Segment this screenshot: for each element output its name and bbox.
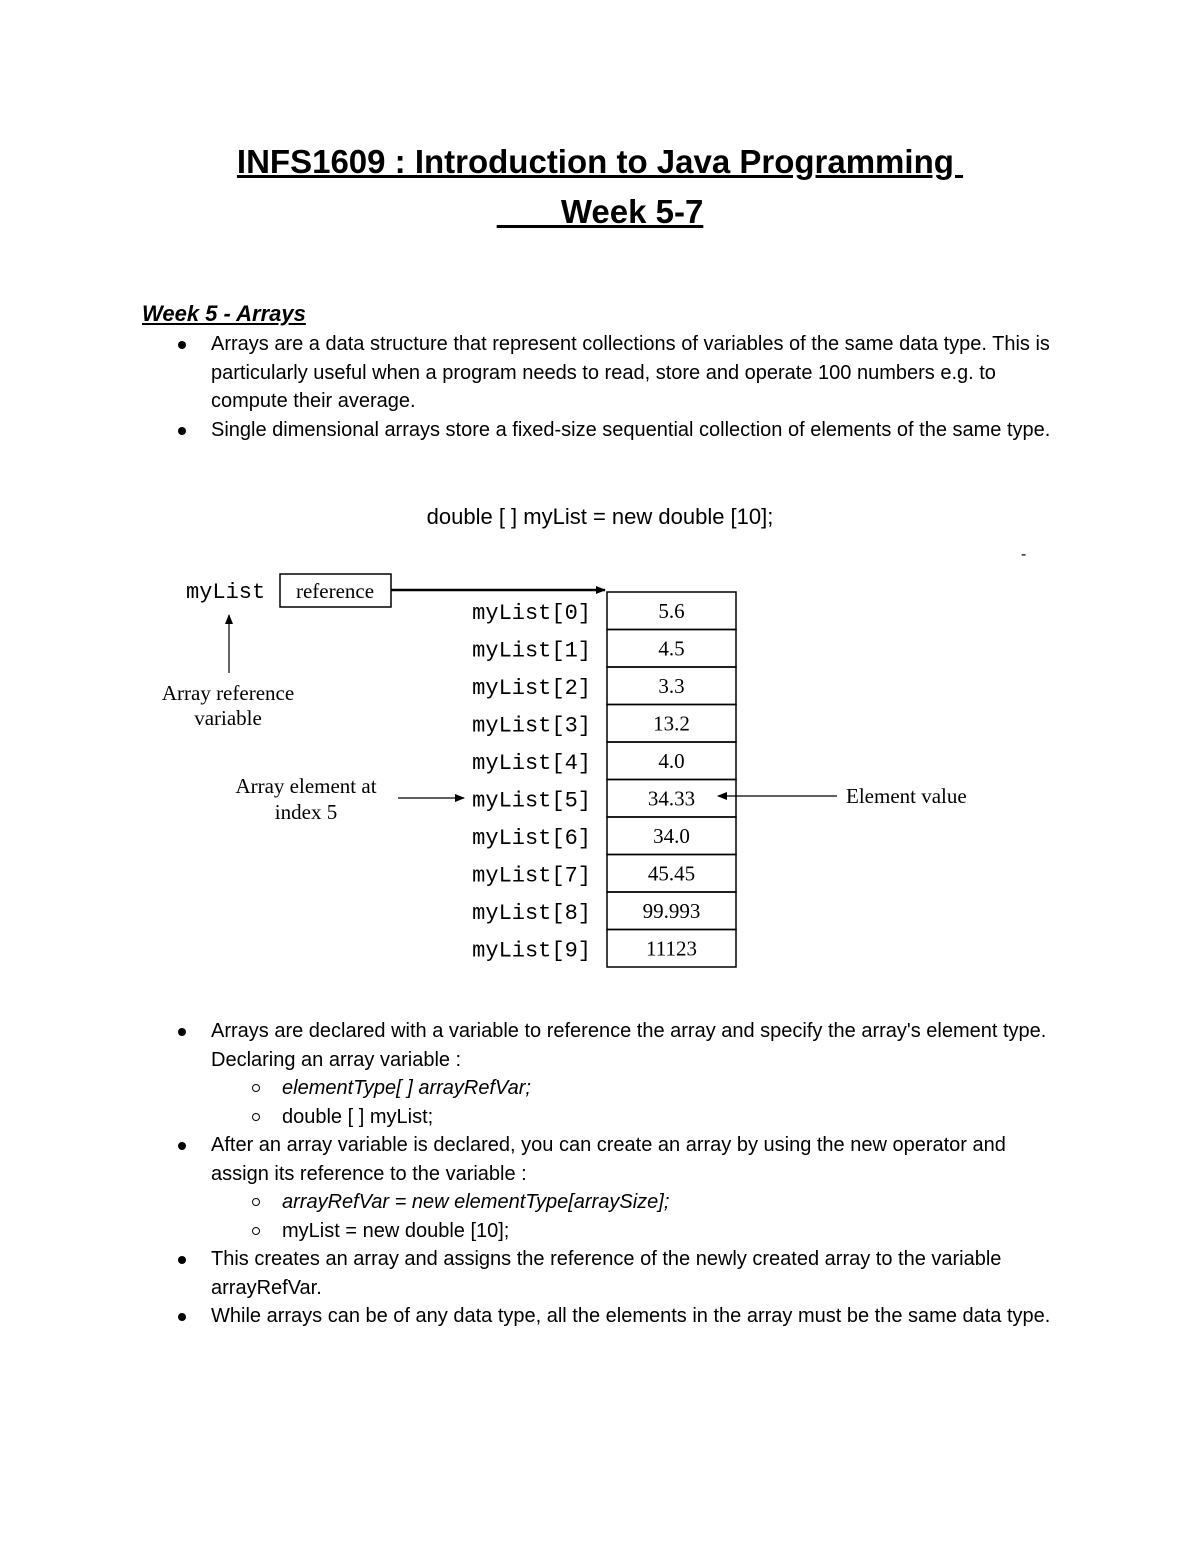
element-index-label: myList[2] [472,676,591,701]
bullet-text: After an array variable is declared, you can create an array by using the new operator and assign its reference to the variable : [211,1134,1006,1185]
element-value: 45.45 [647,861,696,886]
index-caption-line2: index 5 [274,800,338,824]
bullet-item: This creates an array and assigns the reference of the newly created array to the variable arrayRefVar. [211,1245,1056,1302]
element-value: 11123 [646,936,697,961]
index-caption-line1: Array element at [235,774,377,798]
element-index-label: myList[0] [472,601,591,626]
sub-bullet-item: myList = new double [10]; [282,1217,1056,1246]
sub-bullet-list [211,1074,1056,1131]
intro-bullet-list [211,330,1056,444]
element-value: 99.993 [642,899,701,923]
bullet-item [211,1017,1056,1131]
array-rows [472,592,736,967]
element-index-label: myList[1] [472,638,591,664]
bullet-item [211,1131,1056,1245]
stray-mark: - [1021,546,1027,563]
element-value: 34.0 [653,824,690,848]
element-value: 34.33 [647,786,696,811]
element-value: 5.6 [658,599,685,623]
array-diagram [140,565,1020,975]
sub-bullet-item: arrayRefVar = new elementType[arraySize]; [282,1188,1056,1217]
reference-box-label: reference [295,579,375,603]
element-value: 4.0 [658,749,685,773]
section-heading: Week 5 - Arrays [142,301,306,326]
sub-bullet-list [211,1188,1056,1245]
ref-caption-line1: Array reference [161,681,295,705]
element-value: 13.2 [653,711,690,736]
document-subtitle: Week 5-7 [496,193,704,230]
bullet-text: Arrays are declared with a variable to reference the array and specify the array's element type. Declaring an array variable : [211,1020,1047,1071]
element-index-label: myList[8] [472,901,591,926]
bullet-item: While arrays can be of any data type, all the elements in the array must be the same data type. [211,1302,1056,1331]
detail-bullet-list [211,1017,1056,1331]
ref-caption-line2: variable [194,706,262,730]
value-caption: Element value [846,784,967,808]
element-index-label: myList[4] [472,751,591,776]
bullet-item: Single dimensional arrays store a fixed-size sequential collection of elements of the same type. [211,416,1056,445]
document-title: INFS1609 : Introduction to Java Programming [236,143,964,180]
element-index-label: myList[5] [472,788,591,814]
sub-bullet-item: elementType[ ] arrayRefVar; [282,1074,1056,1103]
var-name-label: myList [186,580,266,605]
element-index-label: myList[7] [472,863,591,889]
element-index-label: myList[9] [472,938,591,964]
element-index-label: myList[3] [472,713,591,739]
element-value: 3.3 [658,674,685,698]
element-index-label: myList[6] [472,826,591,851]
bullet-item: Arrays are a data structure that represent collections of variables of the same data type. This is particularly useful when a program needs to read, store and operate 100 numbers e.g. to compute their average. [211,330,1056,416]
element-value: 4.5 [658,636,685,661]
array-declaration-code: double [ ] myList = new double [10]; [426,504,774,529]
sub-bullet-item: double [ ] myList; [282,1103,1056,1132]
